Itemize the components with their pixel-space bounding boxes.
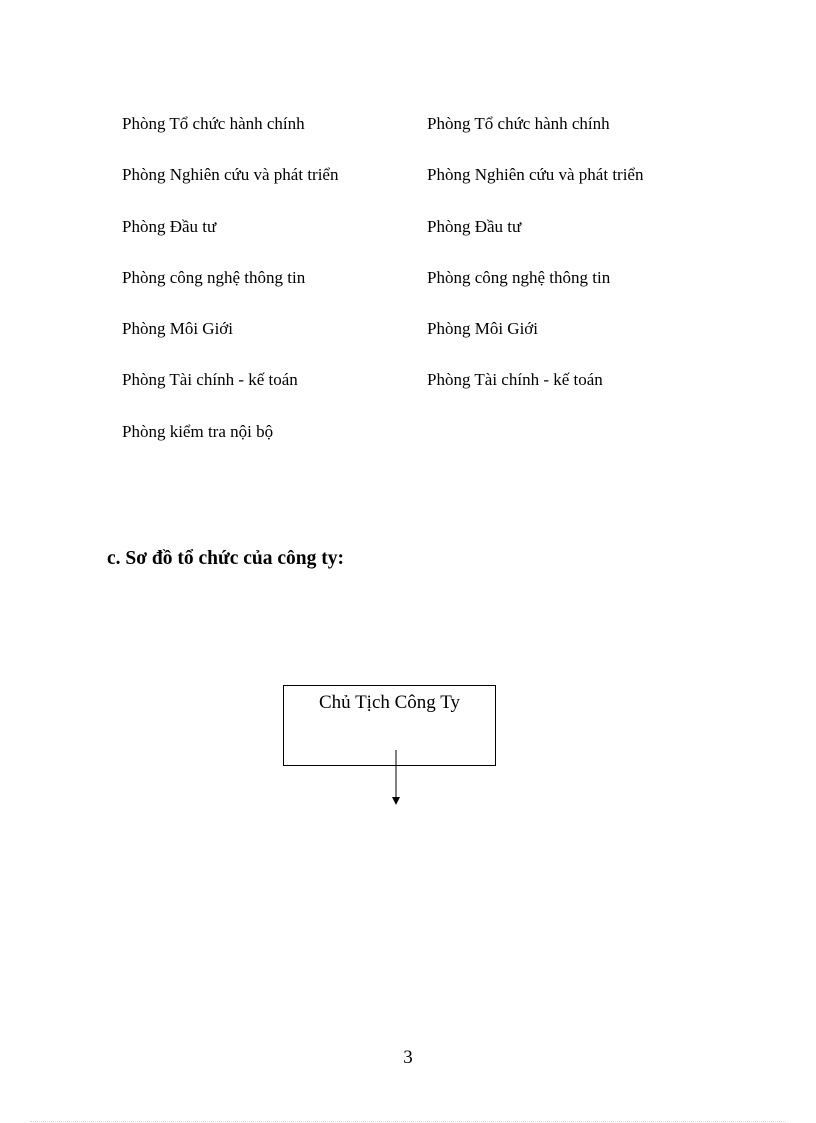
page-number: 3: [403, 1047, 413, 1068]
department-item: Phòng Đầu tư: [427, 216, 522, 236]
department-item: Phòng Nghiên cứu và phát triển: [122, 165, 339, 185]
department-item: Phòng Tổ chức hành chính: [427, 114, 610, 133]
department-item: Phòng Tài chính - kế toán: [427, 370, 603, 390]
department-item: Phòng Nghiên cứu và phát triển: [427, 165, 644, 185]
org-chart-top-box-label: Chủ Tịch Công Ty: [318, 692, 460, 713]
department-list-right: [427, 111, 643, 419]
department-item: Phòng công nghệ thông tin: [122, 267, 306, 287]
department-item: Phòng công nghệ thông tin: [427, 267, 611, 287]
section-heading: c. Sơ đồ tổ chức của công ty:: [107, 548, 344, 569]
department-item: Phòng Đầu tư: [122, 216, 217, 236]
department-item: Phòng Tổ chức hành chính: [122, 114, 305, 133]
department-item: Phòng kiểm tra nội bộ: [122, 421, 274, 441]
org-chart-down-arrow: [389, 750, 403, 806]
department-item: Phòng Môi Giới: [122, 319, 234, 339]
department-item: Phòng Tài chính - kế toán: [122, 370, 298, 390]
page-bottom-divider: [30, 1121, 786, 1122]
department-item: Phòng Môi Giới: [427, 319, 539, 339]
department-list-left: [122, 111, 338, 470]
